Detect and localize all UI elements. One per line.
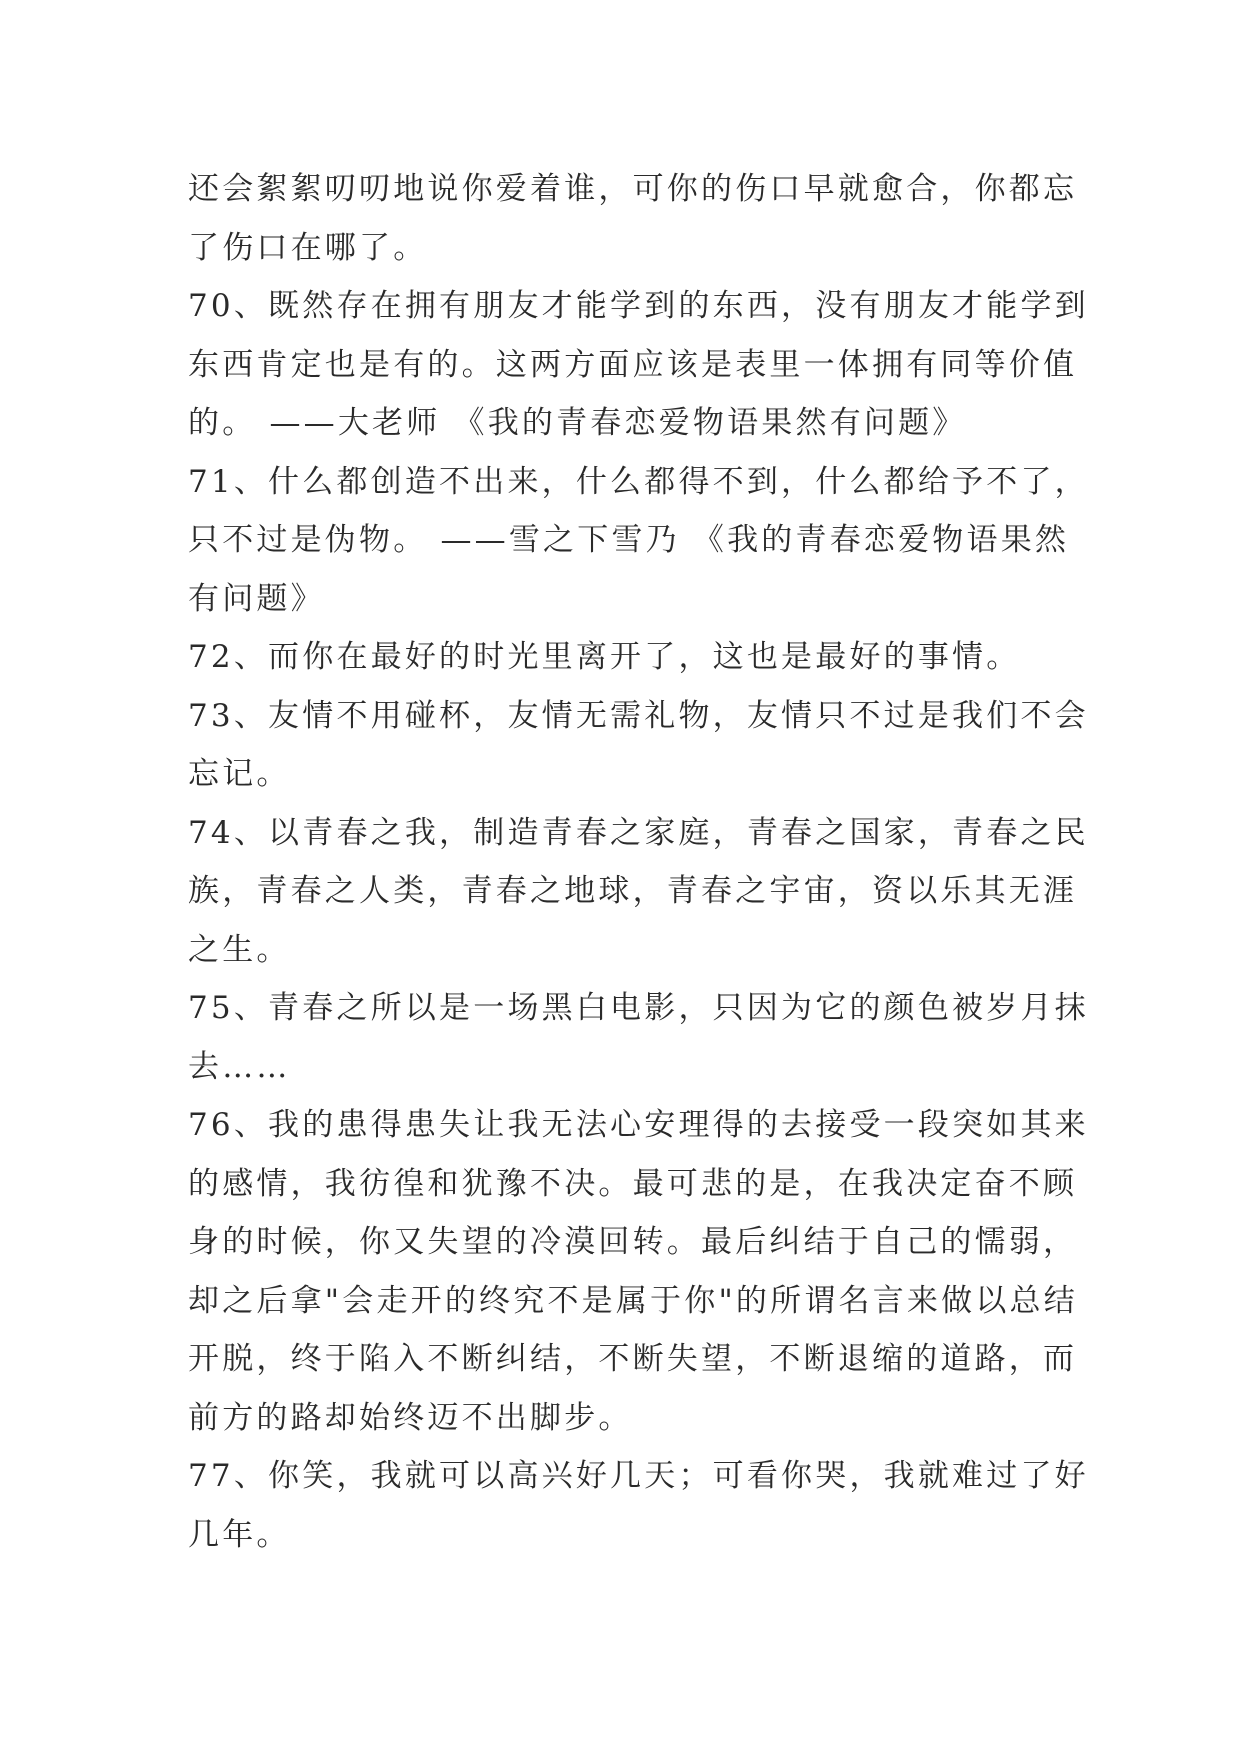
text-line: 77、你笑，我就可以高兴好几天；可看你哭，我就难过了好 [188, 1458, 1089, 1494]
text-line: 忘记。 [188, 756, 291, 792]
text-line: 只不过是伪物。 ——雪之下雪乃 《我的青春恋爱物语果然 [188, 522, 1070, 558]
text-line: 72、而你在最好的时光里离开了，这也是最好的事情。 [188, 639, 1021, 675]
text-line: 还会絮絮叨叨地说你爱着谁，可你的伤口早就愈合，你都忘 [188, 171, 1078, 207]
text-line: 73、友情不用碰杯，友情无需礼物，友情只不过是我们不会 [188, 697, 1089, 734]
text-line: 的。 ——大老师 《我的青春恋爱物语果然有问题》 [188, 405, 967, 441]
text-line: 几年。 [188, 1516, 291, 1553]
text-line: 去…… [188, 1048, 291, 1085]
text-line: 却之后拿"会走开的终究不是属于你"的所谓名言来做以总结 [188, 1282, 1078, 1319]
text-line: 了伤口在哪了。 [188, 229, 428, 266]
text-line: 75、青春之所以是一场黑白电影，只因为它的颜色被岁月抹 [188, 990, 1089, 1026]
text-line: 身的时候，你又失望的冷漠回转。最后纠结于自己的懦弱， [188, 1224, 1078, 1260]
text-line: 76、我的患得患失让我无法心安理得的去接受一段突如其来 [188, 1107, 1089, 1143]
text-line: 的感情，我彷徨和犹豫不决。最可悲的是，在我决定奋不顾 [188, 1165, 1078, 1202]
text-line: 开脱，终于陷入不断纠结，不断失望，不断退缩的道路，而 [188, 1341, 1078, 1377]
text-line: 有问题》 [188, 580, 325, 617]
text-line: 70、既然存在拥有朋友才能学到的东西，没有朋友才能学到 [188, 288, 1089, 324]
document-body [188, 160, 1089, 1564]
text-line: 族，青春之人类，青春之地球，青春之宇宙，资以乐其无涯 [188, 873, 1078, 909]
text-line: 之生。 [188, 931, 291, 968]
text-line: 前方的路却始终迈不出脚步。 [188, 1399, 633, 1436]
text-line: 71、什么都创造不出来，什么都得不到，什么都给予不了， [188, 463, 1089, 500]
text-line: 东西肯定也是有的。这两方面应该是表里一体拥有同等价值 [188, 346, 1078, 383]
text-line: 74、以青春之我，制造青春之家庭，青春之国家，青春之民 [188, 814, 1089, 851]
